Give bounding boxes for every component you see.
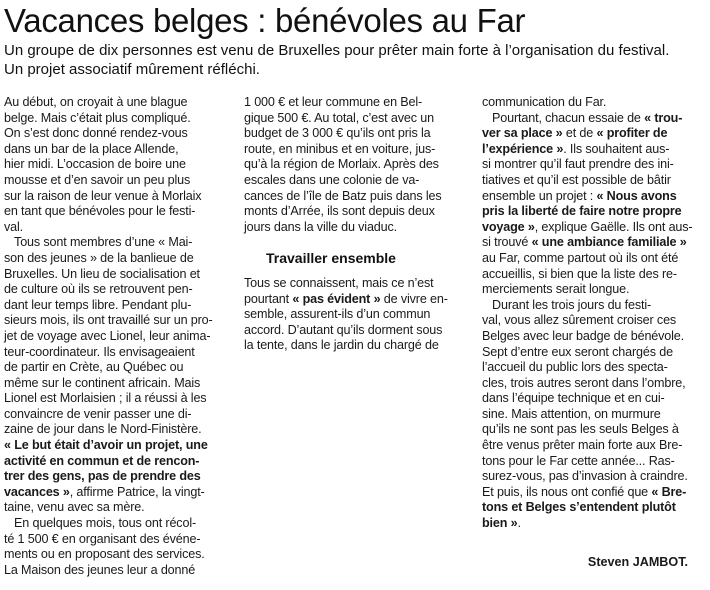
article-lead	[4, 41, 704, 79]
text-line: tons pour le Far cette année... Ras-	[482, 453, 675, 468]
article-title: Vacances belges : bénévoles au Far	[4, 2, 526, 39]
text-line: Durant les trois jours du festi-	[482, 297, 652, 312]
text-line: belge. Mais c’était plus compliqué.	[4, 110, 191, 125]
text-line: accord. D’autant qu’ils dorment sous	[244, 322, 443, 337]
text-line: Sept d’entre eux seront chargés de	[482, 344, 673, 359]
text-line: ver sa place » et de « profiter de	[482, 126, 668, 141]
text-line: Lionel est Morlaisien ; il a réussi à les	[4, 391, 207, 406]
article-subheading: Travailler ensemble	[266, 250, 396, 266]
text-line: dans l’équipe technique et en cui-	[482, 391, 665, 406]
text-line: té 1 500 € en organisant des événe-	[4, 531, 201, 546]
text-line: sieurs mois, ils ont travaillé sur un pro-	[4, 313, 213, 328]
text-line: Tous se connaissent, mais ce n’est	[244, 276, 434, 290]
text-line: pourtant « pas évident » de vivre en-	[244, 291, 448, 306]
text-line: zaine de jour dans le Nord-Finistère.	[4, 422, 202, 437]
text-line: voyage », explique Gaëlle. Ils ont aus-	[482, 219, 693, 234]
text-line: On s’est donc donné rendez-vous	[4, 126, 188, 141]
text-line: dans un bar de la place Allende,	[4, 141, 179, 156]
text-line: sine. Mais attention, on murmure	[482, 406, 661, 421]
text-line: taine, venu avec sa mère.	[4, 500, 145, 515]
text-line: merciements serait longue.	[482, 282, 630, 297]
text-line: cances de l’île de Batz puis dans les	[244, 188, 442, 203]
text-line: monts d’Arrée, ils sont depuis deux	[244, 204, 435, 219]
text-line: l’accueil du public lors des specta-	[482, 360, 668, 375]
article-column-1	[4, 95, 232, 578]
text-line: Belges avec leur badge de bénévole.	[482, 328, 684, 343]
text-line: mousse et d’en savoir un peu plus	[4, 172, 191, 187]
text-line: jours dans la ville du viaduc.	[244, 219, 398, 234]
lead-line: Un groupe de dix personnes est venu de Bruxelles pour prêter main forte à l’organisation du festival.	[4, 42, 670, 59]
text-line: dant leur temps libre. Pendant plu-	[4, 297, 192, 312]
text-line: si trouvé « une ambiance familiale »	[482, 235, 687, 250]
text-line: teur-coordinateur. Ils envisageaient	[4, 344, 195, 359]
text-line: route, en minibus et en voiture, jus-	[244, 141, 436, 156]
text-line: Bruxelles. Un lieu de socialisation et	[4, 266, 200, 281]
text-line: de culture où ils se retrouvent pen-	[4, 282, 193, 297]
text-line: budget de 3 000 € qu’ils ont pris la	[244, 126, 431, 141]
text-line: sur la raison de leur venue à Morlaix	[4, 188, 202, 203]
text-line: val.	[4, 219, 23, 234]
text-line: trer des gens, pas de prendre des	[4, 469, 201, 484]
text-line: ments ou en proposant des services.	[4, 547, 205, 562]
text-line: pris la liberté de faire notre propre	[482, 204, 682, 219]
text-line: ensemble un projet : « Nous avons	[482, 188, 677, 203]
article-column-2-bottom	[244, 276, 472, 354]
text-line: La Maison des jeunes leur a donné	[4, 562, 196, 577]
text-line: 1 000 € et leur commune en Bel-	[244, 95, 423, 109]
text-line: tons et Belges s’entendent plutôt	[482, 500, 676, 515]
text-line: Pourtant, chacun essaie de « trou-	[482, 110, 683, 125]
text-line: l’expérience ». Ils souhaitent aus-	[482, 141, 670, 156]
text-line: bien ».	[482, 516, 521, 531]
text-line: escales dans une colonie de va-	[244, 172, 420, 187]
text-line: la tente, dans le jardin du chargé de	[244, 338, 439, 353]
text-line: jet de voyage avec Lionel, leur anima-	[4, 328, 211, 343]
text-line: Au début, on croyait à une blague	[4, 95, 188, 109]
text-line: val, vous allez sûrement croiser ces	[482, 313, 677, 328]
article-column-2-top	[244, 95, 472, 235]
text-line: qu’à la région de Morlaix. Après des	[244, 157, 439, 172]
lead-line: Un projet associatif mûrement réfléchi.	[4, 61, 260, 78]
text-line: convaincre de venir passer une di-	[4, 406, 192, 421]
text-line: gique 500 €. Au total, c’est avec un	[244, 110, 434, 125]
text-line: même sur le continent africain. Mais	[4, 375, 201, 390]
text-line: qu’ils ne sont pas les seuls Belges à	[482, 422, 679, 437]
text-line: tiatives et qu’il est possible de bâtir	[482, 172, 671, 187]
text-line: cles, trois autres seront dans l’ombre,	[482, 375, 686, 390]
text-line: surez-vous, pas d’invasion à craindre.	[482, 469, 688, 484]
article-signature: Steven JAMBOT.	[587, 555, 688, 569]
text-line: son des jeunes » de la banlieue de	[4, 250, 194, 265]
text-line: Et puis, ils nous ont confié que « Bre-	[482, 484, 687, 499]
text-line: « Le but était d’avoir un projet, une	[4, 438, 208, 453]
article-column-3	[482, 95, 704, 532]
text-line: En quelques mois, tous ont récol-	[4, 516, 197, 531]
text-line: vacances », affirme Patrice, la vingt-	[4, 484, 205, 499]
text-line: semble, assurent-ils d’un commun	[244, 307, 431, 322]
text-line: accueillis, si bien que la liste des re-	[482, 266, 677, 281]
text-line: de partir en Crète, au Québec ou	[4, 360, 184, 375]
text-line: en tant que bénévoles pour le festi-	[4, 204, 196, 219]
text-line: au Far, comme partout où ils ont été	[482, 250, 679, 265]
text-line: communication du Far.	[482, 95, 607, 109]
text-line: Tous sont membres d’une « Mai-	[4, 235, 193, 250]
text-line: hier midi. L’occasion de boire une	[4, 157, 186, 172]
text-line: si montrer qu’il faut prendre des ini-	[482, 157, 674, 172]
text-line: activité en commun et de rencon-	[4, 453, 200, 468]
text-line: être venus prêter main forte aux Bre-	[482, 438, 683, 453]
